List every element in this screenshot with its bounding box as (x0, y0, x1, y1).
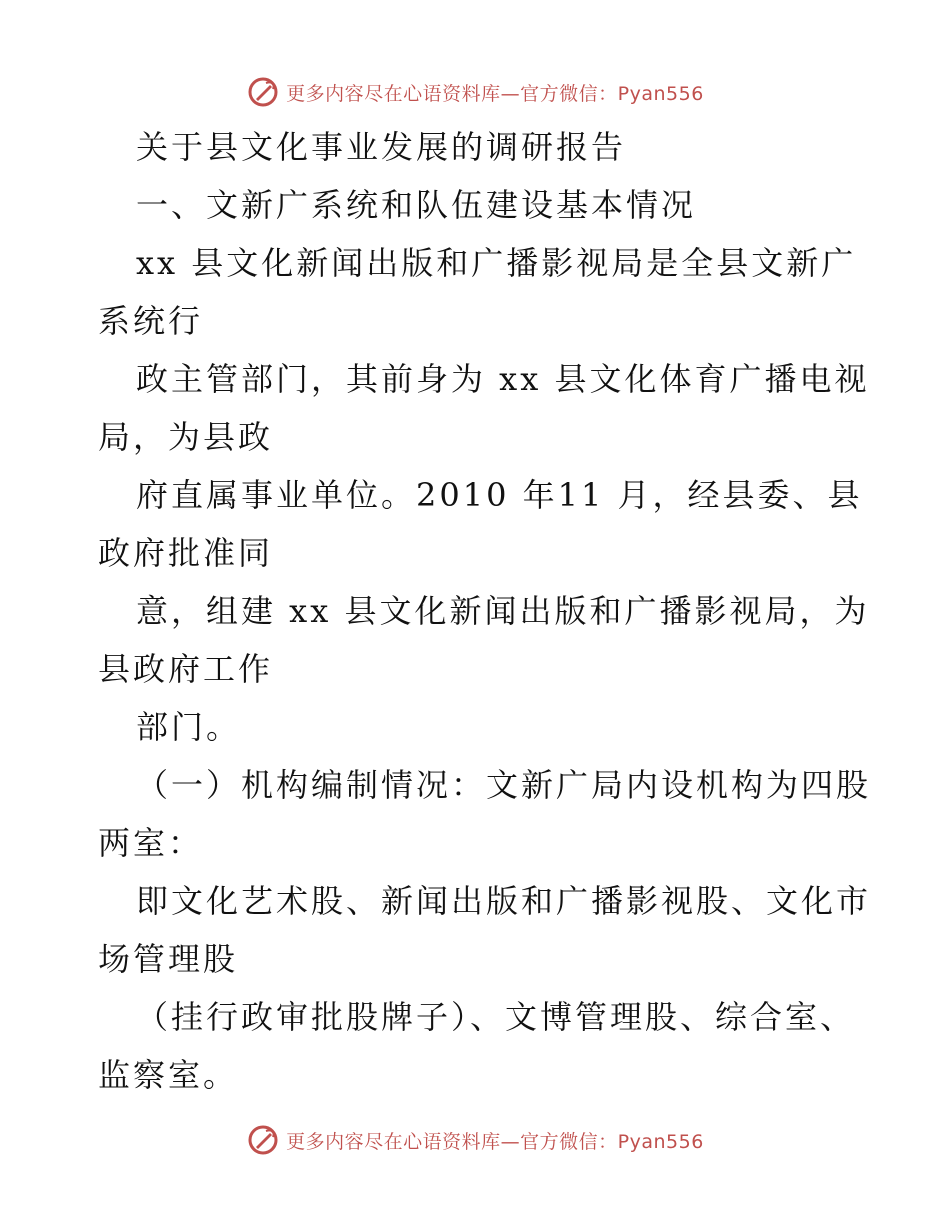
text-line: 监察室。 (98, 1056, 239, 1094)
text-line: 县政府工作 (98, 650, 274, 688)
text-line: （挂行政审批股牌子）、文博管理股、综合室、 (136, 998, 856, 1036)
text-line: 意，组建 xx 县文化新闻出版和广播影视局，为 (136, 592, 870, 630)
text-line: 一、文新广系统和队伍建设基本情况 (136, 186, 697, 224)
text-line: 政府批准同 (98, 534, 274, 572)
header-watermark-banner (0, 72, 950, 112)
text-line: xx 县文化新闻出版和广播影视局是全县文新广 (136, 244, 857, 282)
text-line: 部门。 (136, 708, 242, 746)
text-line: 政主管部门，其前身为 xx 县文化体育广播电视 (136, 360, 870, 398)
text-line: 关于县文化事业发展的调研报告 (136, 128, 627, 166)
text-line: 场管理股 (98, 940, 239, 978)
footer-watermark-banner (0, 1120, 950, 1160)
watermark-text: 更多内容尽在心语资料库—官方微信：Pyan556 (286, 1130, 704, 1153)
text-line: （一）机构编制情况：文新广局内设机构为四股 (136, 766, 872, 804)
watermark-text: 更多内容尽在心语资料库—官方微信：Pyan556 (286, 82, 704, 105)
report-body (98, 118, 872, 1104)
text-line: 局，为县政 (98, 418, 274, 456)
text-line: 两室： (98, 824, 204, 862)
quill-logo-icon (246, 1123, 280, 1157)
text-line: 即文化艺术股、新闻出版和广播影视股、文化市 (136, 882, 872, 920)
quill-logo-icon (246, 75, 280, 109)
text-line: 府直属事业单位。2010 年11 月，经县委、县 (136, 476, 863, 514)
text-line: 系统行 (98, 302, 204, 340)
